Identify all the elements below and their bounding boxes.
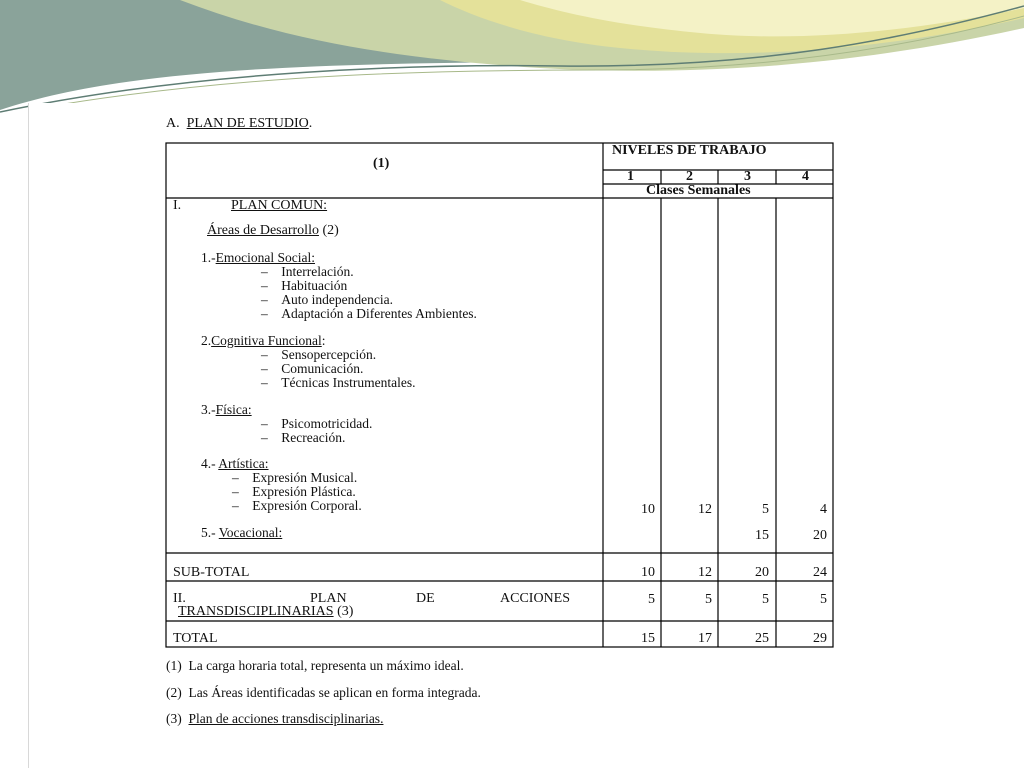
footnote-text: La carga horaria total, representa un máximo ideal. <box>188 658 464 673</box>
plan-comun-value-1: 10 <box>641 502 655 517</box>
total-value-1: 15 <box>641 631 655 646</box>
footnote-text: Las Áreas identificadas se aplican en forma integrada. <box>188 685 481 700</box>
group-2-suffix: : <box>321 333 326 348</box>
subtotal-label: SUB-TOTAL <box>173 565 250 580</box>
footnote-mark: (2) <box>166 685 182 700</box>
heading-title: PLAN DE ESTUDIO <box>186 116 309 131</box>
item-text: Comunicación. <box>281 361 364 376</box>
acciones-note: (3) <box>337 604 354 619</box>
plan-comun-value-3: 5 <box>762 502 769 517</box>
item-text: Interrelación. <box>281 264 354 279</box>
acciones-word-plan: PLAN <box>310 591 347 606</box>
total-value-2: 17 <box>698 631 712 646</box>
item-text: Adaptación a Diferentes Ambientes. <box>281 306 477 321</box>
item-text: Expresión Musical. <box>252 470 358 485</box>
group-2-item <box>261 375 415 391</box>
group-3-prefix: 3.- <box>201 402 216 417</box>
dash-bullet: – <box>261 306 268 321</box>
acciones-word-acciones: ACCIONES <box>500 591 571 606</box>
dash-bullet: – <box>232 484 239 499</box>
footnote-mark: (1) <box>166 658 182 673</box>
plan-comun-value-4: 4 <box>820 502 827 517</box>
heading-prefix: A. <box>166 116 180 131</box>
total-label: TOTAL <box>173 631 218 646</box>
item-text: Sensopercepción. <box>281 347 377 362</box>
dash-bullet: – <box>261 375 268 390</box>
acciones-value-3: 5 <box>762 592 769 607</box>
level-3-header: 3 <box>744 169 751 184</box>
subtotal-value-3: 20 <box>755 565 769 580</box>
footnote-3 <box>166 711 383 727</box>
group-3-heading <box>201 402 252 418</box>
group-4-prefix: 4.- <box>201 456 219 471</box>
vocacional-heading <box>201 525 282 541</box>
plan-comun-title: PLAN COMUN: <box>231 198 328 213</box>
vocacional-value-4: 20 <box>813 528 827 543</box>
vocacional-prefix: 5.- <box>201 525 219 540</box>
item-text: Técnicas Instrumentales. <box>281 375 416 390</box>
level-1-header: 1 <box>627 169 634 184</box>
dash-bullet: – <box>261 347 268 362</box>
group-4-title: Artística: <box>218 456 269 471</box>
dash-bullet: – <box>261 416 268 431</box>
dash-bullet: – <box>261 278 268 293</box>
col1-header: (1) <box>373 156 390 171</box>
group-1-prefix: 1.- <box>201 250 216 265</box>
group-1-title: Emocional Social: <box>215 250 315 265</box>
footnote-1 <box>166 658 464 674</box>
group-1-item <box>261 306 477 322</box>
dash-bullet: – <box>261 292 268 307</box>
dash-bullet: – <box>261 264 268 279</box>
subtotal-value-4: 24 <box>813 565 827 580</box>
footnote-text: Plan de acciones transdisciplinarias. <box>188 711 384 726</box>
group-4-item <box>232 498 362 514</box>
footnote-2 <box>166 685 481 701</box>
dash-bullet: – <box>261 361 268 376</box>
dash-bullet: – <box>261 430 268 445</box>
item-text: Habituación <box>281 278 348 293</box>
group-2-title: Cognitiva Funcional <box>211 333 322 348</box>
dash-bullet: – <box>232 498 239 513</box>
acciones-word-de: DE <box>416 591 435 606</box>
areas-heading <box>207 223 339 239</box>
footnote-mark: (3) <box>166 711 182 726</box>
subtotal-value-1: 10 <box>641 565 655 580</box>
group-2-prefix: 2. <box>201 333 212 348</box>
acciones-number: II. <box>173 591 186 606</box>
subtotal-value-2: 12 <box>698 565 712 580</box>
total-value-4: 29 <box>813 631 827 646</box>
acciones-value-1: 5 <box>648 592 655 607</box>
acciones-line2 <box>178 604 353 620</box>
acciones-value-4: 5 <box>820 592 827 607</box>
item-text: Psicomotricidad. <box>281 416 373 431</box>
group-3-item <box>261 430 345 446</box>
table-border <box>166 143 833 647</box>
level-2-header: 2 <box>686 169 693 184</box>
niveles-header: NIVELES DE TRABAJO <box>612 143 767 158</box>
item-text: Expresión Plástica. <box>252 484 356 499</box>
level-4-header: 4 <box>802 169 809 184</box>
dash-bullet: – <box>232 470 239 485</box>
acciones-line2-text: TRANSDISCIPLINARIAS <box>178 604 334 619</box>
vocacional-value-3: 15 <box>755 528 769 543</box>
item-text: Recreación. <box>281 430 346 445</box>
plan-comun-value-2: 12 <box>698 502 712 517</box>
item-text: Expresión Corporal. <box>252 498 362 513</box>
group-3-title: Física: <box>215 402 252 417</box>
total-value-3: 25 <box>755 631 769 646</box>
item-text: Auto independencia. <box>281 292 393 307</box>
areas-title: Áreas de Desarrollo <box>207 223 319 238</box>
clases-header: Clases Semanales <box>646 183 751 198</box>
vocacional-title: Vocacional: <box>218 525 283 540</box>
heading-suffix: . <box>308 116 313 131</box>
areas-note: (2) <box>322 223 339 238</box>
acciones-value-2: 5 <box>705 592 712 607</box>
plan-comun-number: I. <box>173 198 182 213</box>
